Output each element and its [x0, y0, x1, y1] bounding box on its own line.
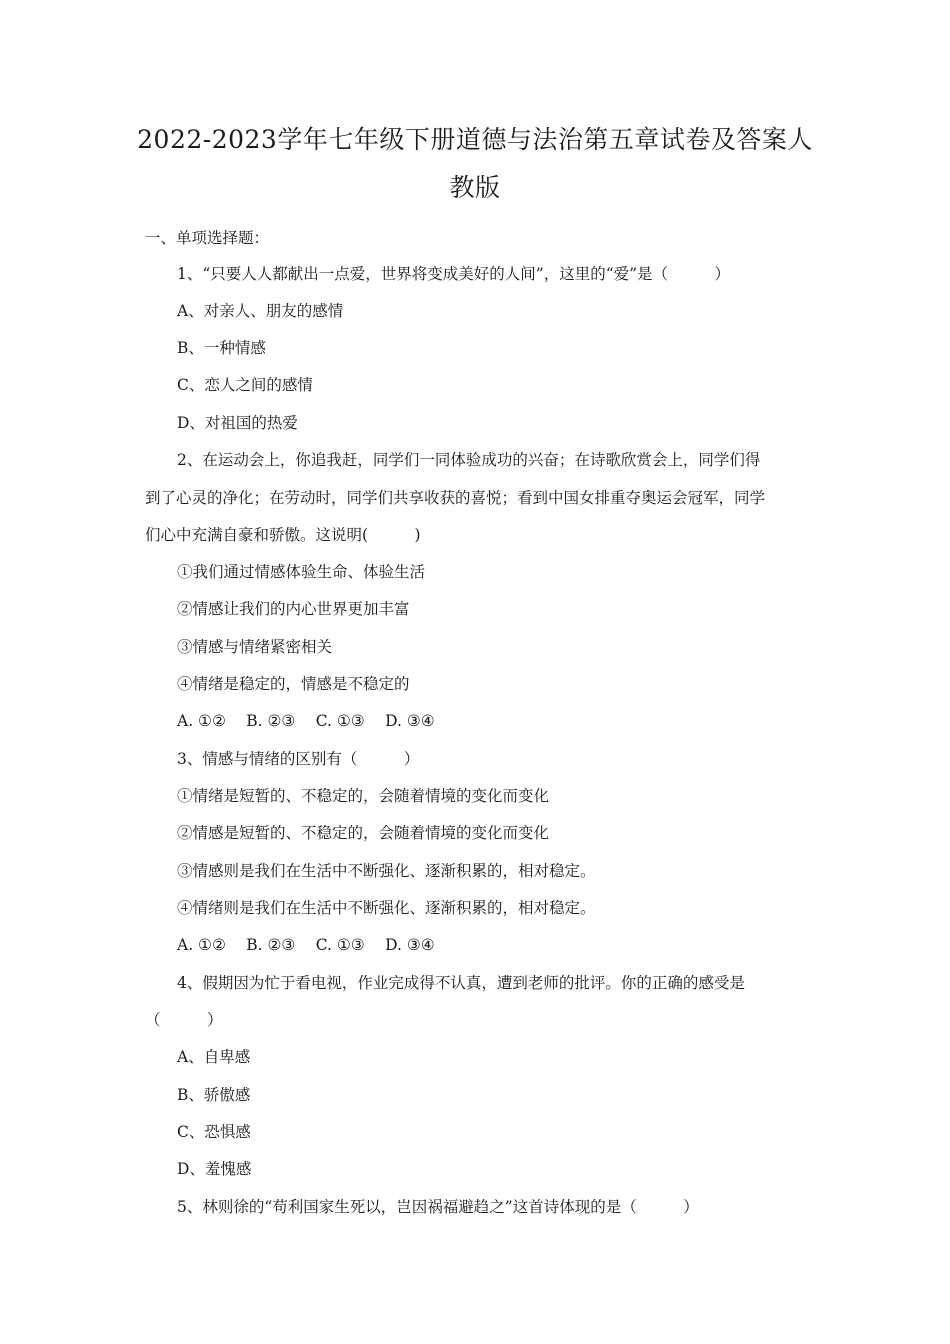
question-2-item-1: ①我们通过情感体验生命、体验生活 [177, 563, 426, 581]
title-line-1: 2022-2023学年七年级下册道德与法治第五章试卷及答案人 [137, 125, 813, 154]
question-3-stem: 3、情感与情绪的区别有（ ） [177, 750, 420, 768]
question-2-choices: A. ①② B. ②③ C. ①③ D. ③④ [177, 712, 435, 730]
question-3-choices: A. ①② B. ②③ C. ①③ D. ③④ [177, 936, 435, 954]
question-4-option-d: D、羞愧感 [177, 1160, 252, 1178]
question-3-item-2: ②情感是短暂的、不稳定的，会随着情境的变化而变化 [177, 824, 550, 842]
question-5-stem: 5、林则徐的“苟利国家生死以，岂因祸福避趋之”这首诗体现的是（ ） [177, 1198, 699, 1216]
question-4-stem-line-1: 4、假期因为忙于看电视，作业完成得不认真，遭到老师的批评。你的正确的感受是 [177, 974, 745, 992]
question-1-stem: 1、“只要人人都献出一点爱，世界将变成美好的人间”，这里的“爱”是（ ） [177, 265, 731, 283]
question-1-option-b: B、一种情感 [177, 339, 266, 357]
document-title [120, 116, 830, 212]
question-1-option-a: A、对亲人、朋友的感情 [177, 302, 344, 320]
question-1-option-c: C、恋人之间的感情 [177, 376, 313, 394]
question-2-item-3: ③情感与情绪紧密相关 [177, 638, 333, 656]
question-4-stem-line-2: （ ） [145, 1011, 223, 1029]
section-heading: 一、单项选择题： [145, 229, 270, 247]
question-2-stem-line-1: 2、在运动会上，你追我赶，同学们一同体验成功的兴奋；在诗歌欣赏会上，同学们得 [177, 451, 761, 469]
question-2-stem-line-2: 到了心灵的净化；在劳动时，同学们共享收获的喜悦；看到中国女排重夺奥运会冠军，同学 [145, 489, 766, 507]
question-4-option-b: B、骄傲感 [177, 1086, 251, 1104]
question-2-item-2: ②情感让我们的内心世界更加丰富 [177, 600, 410, 618]
question-2-item-4: ④情绪是稳定的，情感是不稳定的 [177, 675, 410, 693]
question-2-stem-line-3: 们心中充满自豪和骄傲。这说明( ) [145, 526, 421, 544]
question-3-item-3: ③情感则是我们在生活中不断强化、逐渐积累的，相对稳定。 [177, 862, 596, 880]
question-1-option-d: D、对祖国的热爱 [177, 414, 298, 432]
question-4-option-c: C、恐惧感 [177, 1123, 251, 1141]
question-3-item-1: ①情绪是短暂的、不稳定的，会随着情境的变化而变化 [177, 787, 550, 805]
question-4-option-a: A、自卑感 [177, 1048, 251, 1066]
question-3-item-4: ④情绪则是我们在生活中不断强化、逐渐积累的，相对稳定。 [177, 899, 596, 917]
title-line-2: 教版 [449, 173, 501, 202]
